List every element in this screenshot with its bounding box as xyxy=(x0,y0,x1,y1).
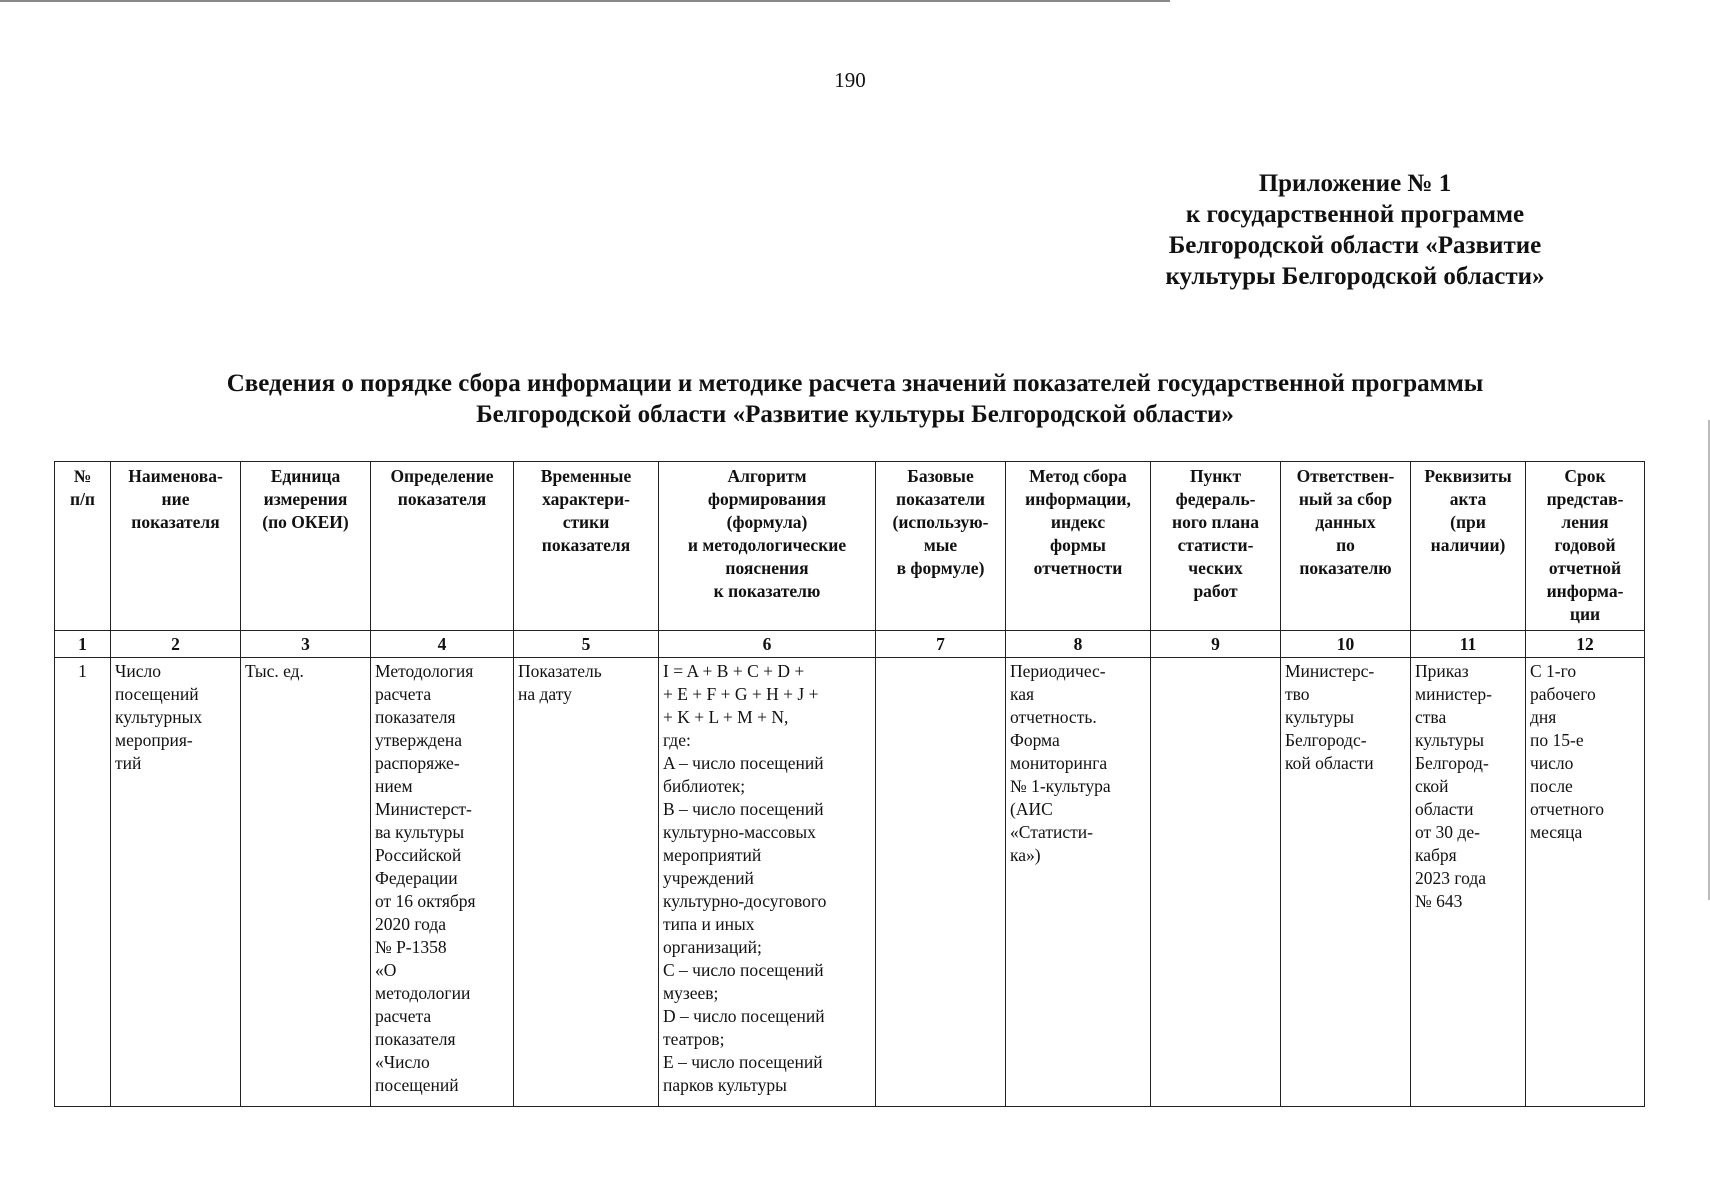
column-number: 2 xyxy=(111,631,241,658)
cell-text-line: тво xyxy=(1285,684,1310,704)
cell-text-line: Наименова- xyxy=(128,466,223,486)
appendix-line: культуры Белгородской области» xyxy=(1165,263,1545,290)
cell-text-line: информа- xyxy=(1546,581,1624,601)
cell-text-line: характери- xyxy=(542,489,630,509)
cell-text-line: мероприятий xyxy=(663,845,762,865)
cell-responsible xyxy=(1281,658,1411,1107)
cell-text-line: тий xyxy=(115,753,142,773)
cell-text-line: + E + F + G + H + J + xyxy=(663,684,819,704)
cell-text-line: по xyxy=(1336,535,1355,555)
cell-text-line: где: xyxy=(663,730,691,750)
cell-text-line: ка») xyxy=(1010,845,1041,865)
cell-text-line: в формуле) xyxy=(896,558,985,578)
column-number: 3 xyxy=(241,631,371,658)
cell-text-line: мые xyxy=(923,535,958,555)
cell-text-line: Периодичес- xyxy=(1010,661,1106,681)
cell-text-line: показателя xyxy=(541,535,631,555)
cell-text-line: годовой xyxy=(1554,535,1616,555)
cell-text-line: ва культуры xyxy=(375,822,465,842)
page-number: 190 xyxy=(834,68,866,92)
column-number: 10 xyxy=(1281,631,1411,658)
header-cell-definition xyxy=(371,462,514,631)
header-cell-collection-method xyxy=(1006,462,1151,631)
cell-definition xyxy=(371,658,514,1107)
cell-text-line: кая xyxy=(1010,684,1035,704)
cell-text-line: Алгоритм xyxy=(727,466,807,486)
cell-text-line: и методологические xyxy=(687,535,847,555)
cell-text-line: D – число посещений xyxy=(663,1006,825,1026)
cell-text-line: Форма xyxy=(1010,730,1060,750)
cell-text-line: пояснения xyxy=(725,558,809,578)
cell-text-line: ства xyxy=(1415,707,1447,727)
column-number: 11 xyxy=(1411,631,1526,658)
cell-text-line: Российской xyxy=(375,845,462,865)
cell-text-line: к показателю xyxy=(713,581,821,601)
column-number: 5 xyxy=(514,631,659,658)
cell-text-line: Срок xyxy=(1564,466,1606,486)
cell-text-line: информации, xyxy=(1025,489,1131,509)
cell-text-line: Федерации xyxy=(375,868,458,888)
cell-index xyxy=(55,658,111,1107)
cell-text-line: методологии xyxy=(375,983,471,1003)
cell-text-line: 2023 года xyxy=(1415,868,1487,888)
cell-text-line: мероприя- xyxy=(115,730,193,750)
cell-text-line: показателя xyxy=(131,512,220,532)
cell-text-line: мониторинга xyxy=(1010,753,1108,773)
cell-text-line: № Р-1358 xyxy=(375,937,447,957)
cell-text-line: A – число посещений xyxy=(663,753,824,773)
table-header-row xyxy=(55,462,1645,631)
appendix-line: Приложение № 1 xyxy=(1258,170,1452,197)
cell-text-line: ской xyxy=(1415,776,1449,796)
cell-text-line: п/п xyxy=(69,489,96,509)
cell-text-line: рабочего xyxy=(1530,684,1596,704)
cell-text-line: Методология xyxy=(375,661,474,681)
table-row xyxy=(55,658,1645,1107)
cell-text-line: распоряже- xyxy=(375,753,460,773)
cell-text-line: Белгород- xyxy=(1415,753,1489,773)
cell-text-line: библиотек; xyxy=(663,776,746,796)
cell-text-line: Министерс- xyxy=(1285,661,1375,681)
cell-text-line: от 16 октября xyxy=(375,891,476,911)
cell-text-line: Реквизиты xyxy=(1424,466,1512,486)
document-title xyxy=(50,368,1660,430)
header-cell-federal-plan xyxy=(1151,462,1281,631)
header-cell-algorithm xyxy=(659,462,876,631)
cell-text-line: Тыс. ед. xyxy=(245,661,304,681)
column-number: 4 xyxy=(371,631,514,658)
scan-top-rule xyxy=(0,0,1170,2)
cell-text-line: 2020 года xyxy=(375,914,447,934)
cell-text-line: (формула) xyxy=(726,512,808,532)
cell-text-line: B – число посещений xyxy=(663,799,824,819)
header-cell-deadline xyxy=(1526,462,1645,631)
cell-text-line: нием xyxy=(375,776,413,796)
cell-text-line: показателя xyxy=(375,1029,456,1049)
cell-text-line: отчетной xyxy=(1548,558,1622,578)
cell-text-line: отчетности xyxy=(1033,558,1123,578)
cell-text-line: (АИС xyxy=(1010,799,1053,819)
cell-text-line: 1 xyxy=(78,661,87,681)
header-cell-responsible xyxy=(1281,462,1411,631)
cell-text-line: ции xyxy=(1569,604,1601,624)
cell-text-line: утверждена xyxy=(375,730,462,750)
cell-text-line: данных xyxy=(1315,512,1376,532)
cell-text-line: «Статисти- xyxy=(1010,822,1093,842)
cell-text-line: статисти- xyxy=(1177,535,1254,555)
cell-text-line: (при xyxy=(1450,512,1486,532)
cell-collection-method xyxy=(1006,658,1151,1107)
cell-text-line: показатели xyxy=(896,489,985,509)
cell-text-line: Показатель xyxy=(518,661,602,681)
cell-text-line: отчетность. xyxy=(1010,707,1097,727)
cell-text-line: дня xyxy=(1530,707,1557,727)
cell-text-line: от 30 де- xyxy=(1415,822,1480,842)
cell-text-line: на дату xyxy=(518,684,572,704)
cell-text-line: акта xyxy=(1449,489,1487,509)
header-cell-unit xyxy=(241,462,371,631)
cell-text-line: посещений xyxy=(115,684,199,704)
cell-text-line: Число xyxy=(115,661,161,681)
column-number-row xyxy=(55,631,1645,658)
appendix-line: к государственной программе xyxy=(1185,201,1525,228)
cell-text-line: работ xyxy=(1193,581,1238,601)
cell-text-line: месяца xyxy=(1530,822,1583,842)
cell-text-line: культуры xyxy=(1285,707,1354,727)
cell-text-line: музеев; xyxy=(663,983,719,1003)
cell-text-line: стики xyxy=(562,512,610,532)
cell-text-line: С 1-го xyxy=(1530,661,1577,681)
cell-text-line: культурных xyxy=(115,707,203,727)
cell-text-line: № 1-культура xyxy=(1010,776,1111,796)
cell-base-indicators xyxy=(876,658,1006,1107)
cell-text-line: кабря xyxy=(1415,845,1457,865)
cell-indicator-name xyxy=(111,658,241,1107)
header-cell-act-details xyxy=(1411,462,1526,631)
cell-text-line: формирования xyxy=(707,489,827,509)
cell-text-line: C – число посещений xyxy=(663,960,824,980)
cell-algorithm xyxy=(659,658,876,1107)
cell-text-line: (использую- xyxy=(892,512,989,532)
cell-text-line: отчетного xyxy=(1530,799,1604,819)
cell-text-line: расчета xyxy=(375,684,432,704)
cell-text-line: расчета xyxy=(375,1006,432,1026)
cell-text-line: ние xyxy=(161,489,190,509)
cell-text-line: ного плана xyxy=(1172,512,1259,532)
cell-text-line: области xyxy=(1415,799,1474,819)
title-line: Белгородской области «Развитие культуры Белгородской области» xyxy=(476,401,1234,428)
cell-text-line: I = A + B + C + D + xyxy=(663,661,805,681)
cell-text-line: культурно-массовых xyxy=(663,822,816,842)
appendix-header xyxy=(1130,168,1580,292)
cell-text-line: Ответствен- xyxy=(1296,466,1395,486)
cell-text-line: кой области xyxy=(1285,753,1374,773)
cell-text-line: Приказ xyxy=(1415,661,1469,681)
cell-text-line: (по ОКЕИ) xyxy=(262,512,349,532)
column-number: 8 xyxy=(1006,631,1151,658)
cell-text-line: E – число посещений xyxy=(663,1052,823,1072)
cell-text-line: № 643 xyxy=(1415,891,1463,911)
cell-text-line: учреждений xyxy=(663,868,754,888)
cell-text-line: + K + L + M + N, xyxy=(663,707,789,727)
appendix-line: Белгородской области «Развитие xyxy=(1168,232,1542,259)
header-cell-base-indicators xyxy=(876,462,1006,631)
column-number: 12 xyxy=(1526,631,1645,658)
cell-text-line: Белгородс- xyxy=(1285,730,1367,750)
cell-text-line: ческих xyxy=(1188,558,1243,578)
column-number: 1 xyxy=(55,631,111,658)
cell-deadline xyxy=(1526,658,1645,1107)
cell-text-line: индекс xyxy=(1050,512,1106,532)
cell-text-line: измерения xyxy=(263,489,348,509)
title-line: Сведения о порядке сбора информации и методике расчета значений показателей государственной программы xyxy=(226,370,1484,397)
column-number: 6 xyxy=(659,631,876,658)
cell-text-line: Единица xyxy=(270,466,341,486)
cell-text-line: федераль- xyxy=(1175,489,1256,509)
cell-text-line: число xyxy=(1530,753,1574,773)
cell-text-line: посещений xyxy=(375,1075,459,1095)
cell-text-line: Базовые xyxy=(907,466,974,486)
cell-text-line: наличии) xyxy=(1430,535,1506,555)
cell-text-line: парков культуры xyxy=(663,1075,787,1095)
column-number: 9 xyxy=(1151,631,1281,658)
cell-text-line: культурно-досугового xyxy=(663,891,827,911)
header-cell-time-characteristics xyxy=(514,462,659,631)
cell-act-details xyxy=(1411,658,1526,1107)
cell-unit xyxy=(241,658,371,1107)
cell-text-line: Временные xyxy=(540,466,632,486)
column-number: 7 xyxy=(876,631,1006,658)
cell-text-line: показателю xyxy=(1299,558,1392,578)
cell-time-characteristics xyxy=(514,658,659,1107)
cell-text-line: министер- xyxy=(1415,684,1492,704)
cell-text-line: Пункт xyxy=(1189,466,1242,486)
cell-text-line: «О xyxy=(375,960,397,980)
cell-text-line: типа и иных xyxy=(663,914,755,934)
cell-text-line: «Число xyxy=(375,1052,430,1072)
cell-text-line: Метод сбора xyxy=(1029,466,1127,486)
cell-text-line: после xyxy=(1530,776,1573,796)
cell-text-line: ный за сбор xyxy=(1298,489,1393,509)
cell-text-line: организаций; xyxy=(663,937,762,957)
header-cell-name xyxy=(111,462,241,631)
cell-text-line: театров; xyxy=(663,1029,725,1049)
cell-text-line: представ- xyxy=(1546,489,1624,509)
cell-text-line: ления xyxy=(1561,512,1609,532)
cell-text-line: показателя xyxy=(397,489,487,509)
header-cell-index xyxy=(55,462,111,631)
cell-text-line: № xyxy=(73,466,92,486)
cell-text-line: показателя xyxy=(375,707,456,727)
cell-text-line: культуры xyxy=(1415,730,1484,750)
cell-text-line: Министерст- xyxy=(375,799,472,819)
cell-text-line: Определение xyxy=(390,466,494,486)
cell-text-line: по 15-е xyxy=(1530,730,1584,750)
cell-text-line: формы xyxy=(1050,535,1106,555)
indicators-table xyxy=(54,461,1645,1107)
cell-federal-plan xyxy=(1151,658,1281,1107)
